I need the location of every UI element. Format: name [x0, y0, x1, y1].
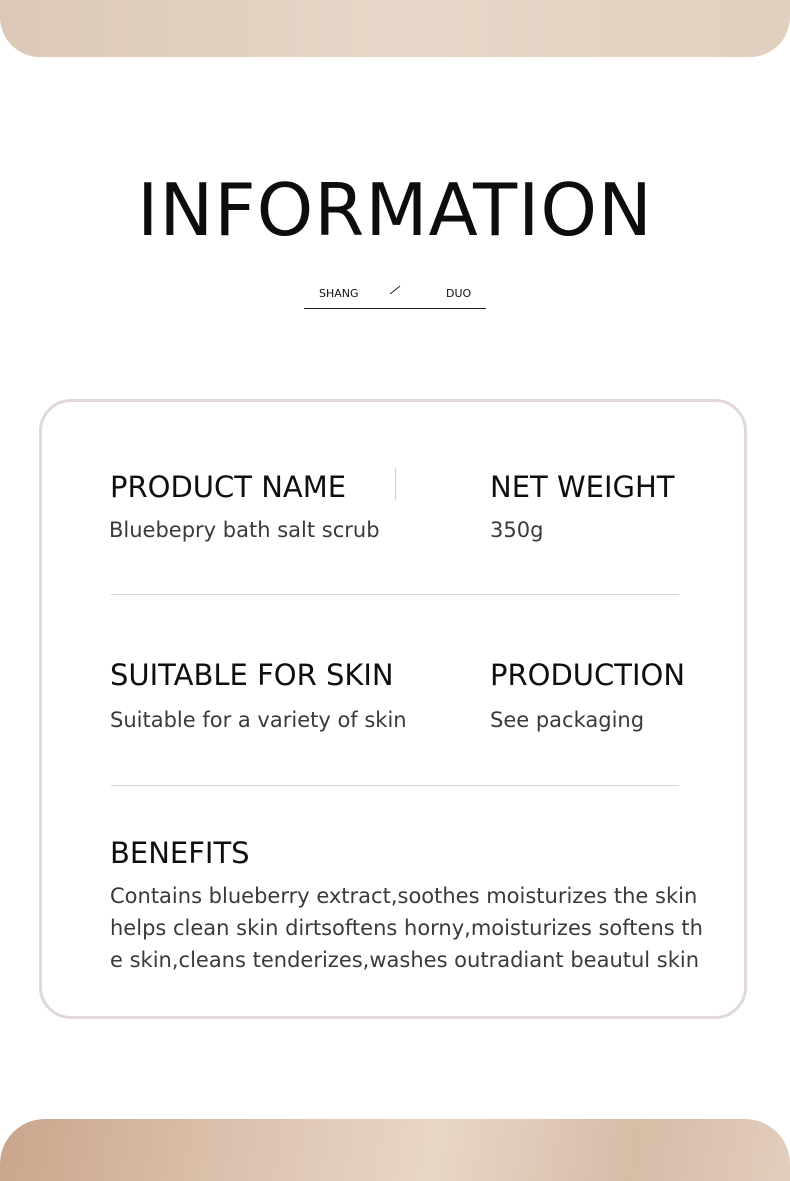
page-title: INFORMATION — [137, 168, 653, 252]
slash-divider-icon — [389, 285, 401, 295]
suitable-for-skin-value: Suitable for a variety of skin — [110, 708, 407, 732]
benefits-line: helps clean skin dirtsoftens horny,moisturizes softens th — [110, 916, 703, 940]
benefits-text — [110, 880, 710, 976]
production-value: See packaging — [490, 708, 645, 732]
subtitle-right-word: DUO — [446, 287, 472, 300]
row-divider-1 — [111, 594, 679, 595]
production-label: PRODUCTION — [490, 658, 686, 692]
product-name-value: Bluebepry bath salt scrub — [109, 518, 380, 542]
row-divider-2 — [111, 785, 679, 786]
bottom-decorative-band — [0, 1119, 790, 1181]
benefits-label: BENEFITS — [110, 836, 250, 870]
net-weight-label: NET WEIGHT — [490, 470, 675, 504]
subtitle-left-word: SHANG — [319, 287, 359, 300]
suitable-for-skin-label: SUITABLE FOR SKIN — [110, 658, 394, 692]
product-name-label: PRODUCT NAME — [110, 470, 347, 504]
top-decorative-band — [0, 0, 790, 57]
column-divider — [395, 468, 396, 500]
brand-subtitle — [304, 283, 486, 309]
benefits-line: e skin,cleans tenderizes,washes outradiant beautul skin — [110, 948, 700, 972]
benefits-line: Contains blueberry extract,soothes moisturizes the skin — [110, 884, 698, 908]
net-weight-value: 350g — [490, 518, 544, 542]
